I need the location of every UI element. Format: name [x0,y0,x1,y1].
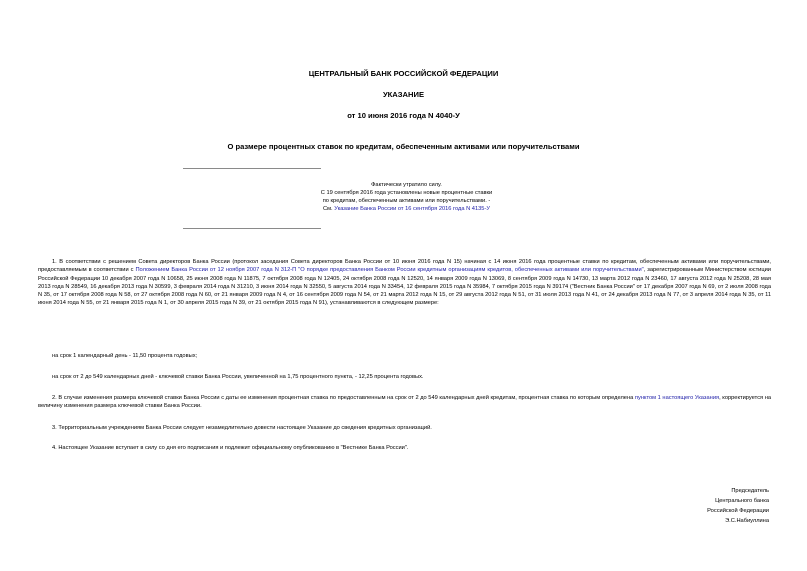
clause-1-link[interactable]: пунктом 1 настоящего Указания [634,395,720,401]
paragraph-2-text-b: , корректируется на величину изменения размера ключевой ставки Банка России. [38,395,772,410]
document-type-heading: УКАЗАНИЕ [382,90,425,99]
status-note-line: С 19 сентября 2016 года установлены новые процентные ставки [320,190,493,196]
regulation-312p-link[interactable]: Положением Банка России от 12 ноября 2007 года N 312-П "О порядке предоставления Банком России кредитным организациям кредитов, обеспеченных активами или поручительствами" [135,267,644,274]
rate-item-1-day: на срок 1 календарный день - 11,50 процента годовых; [52,353,198,359]
paragraph-4: 4. Настоящее Указание вступает в силу со дня его подписания и подлежит официальному опубликованию в "Вестнике Банка России". [52,445,409,451]
document-title: О размере процентных ставок по кредитам, обеспеченным активами или поручительствами [227,142,580,151]
document-date-number: от 10 июня 2016 года N 4040-У [347,111,460,120]
signatory-name: Э.С.Набиуллина [725,518,769,524]
status-note-line: Фактически утратило силу. [371,182,442,188]
issuer-heading: ЦЕНТРАЛЬНЫЙ БАНК РОССИЙСКОЙ ФЕДЕРАЦИИ [308,69,499,78]
paragraph-1-text-a: 1. В соответствии с решением Совета директоров Банка России (протокол заседания Совета директоров Банка России от 10 июня 2016 года N 15) начиная с 14 июня 2016 года процентные ставки по кредитам, обеспеченным активами или поручительствами, предоставляемым в соответствии с [38,259,771,274]
status-note-line [200,205,613,213]
signature-line: Центрального банка [715,498,769,504]
signature-block [707,486,769,526]
status-note [200,181,613,213]
note-bottom-divider [183,228,321,229]
paragraph-1 [38,258,771,308]
paragraph-3: 3. Территориальным учреждениям Банка России следует незамедлительно довести настоящее Указание до сведения кредитных организаций. [52,425,432,431]
paragraph-2 [38,394,771,411]
note-top-divider [183,168,321,169]
status-note-prefix: См. [323,206,335,212]
rate-item-2-549-days: на срок от 2 до 549 календарных дней - ключевой ставки Банка России, увеличенной на 1,75 процентного пункта, - 12,25 процента годовых. [52,374,424,380]
status-note-line: по кредитам, обеспеченным активами или поручительствами. - [322,198,491,204]
signature-line: Председатель [731,488,769,494]
paragraph-2-text-a: 2. В случае изменения размера ключевой ставки Банка России с даты ее изменения процентная ставка по предоставленным на срок от 2 до 549 календарных дней кредитам, процентная ставка по которым определена [52,395,635,401]
signature-line: Российской Федерации [707,508,769,514]
replacement-act-link[interactable]: Указание Банка России от 16 сентября 2016 года N 4135-У [334,206,490,212]
paragraph-1-text-b: , зарегистрированным Министерством юстиции Российской Федерации 10 декабря 2007 года N 10658, 25 июня 2008 года N 11875, 7 октября 2008 года N 12405, 24 октября 2008 года N 12520, 14 января 2009 года N 13069, 8 сентября 2009 года N 14730, 13 марта 2012 года N 23460, 17 августа 2012 года N 25208, 28 мая 2013 года N 28549, 16 декабря 2013 года N 30599, 3 февраля 2014 года N 31210, 3 июня 2014 года N 32550, 5 августа 2014 года N 33454, 12 февраля 2015 года N 35984, 7 октября 2015 года N 39174 ("Вестник Банка России" от 17 декабря 2007 года N 69, от 2 июля 2008 года N 35, от 17 октября 2008 года N 58, от 27 октября 2008 года N 60, от 21 января 2009 года N 4, от 16 сентября 2009 года N 54, от 21 марта 2012 года N 15, от 29 августа 2012 года N 51, от 31 июля 2013 года N 41, от 24 декабря 2013 года N 77, от 3 апреля 2014 года N 35, от 11 июня 2014 года N 55, от 21 января 2015 года N 1, от 30 апреля 2015 года N 39, от 21 октября 2015 года N 91), устанавливаются в следующем размере: [38,267,771,307]
